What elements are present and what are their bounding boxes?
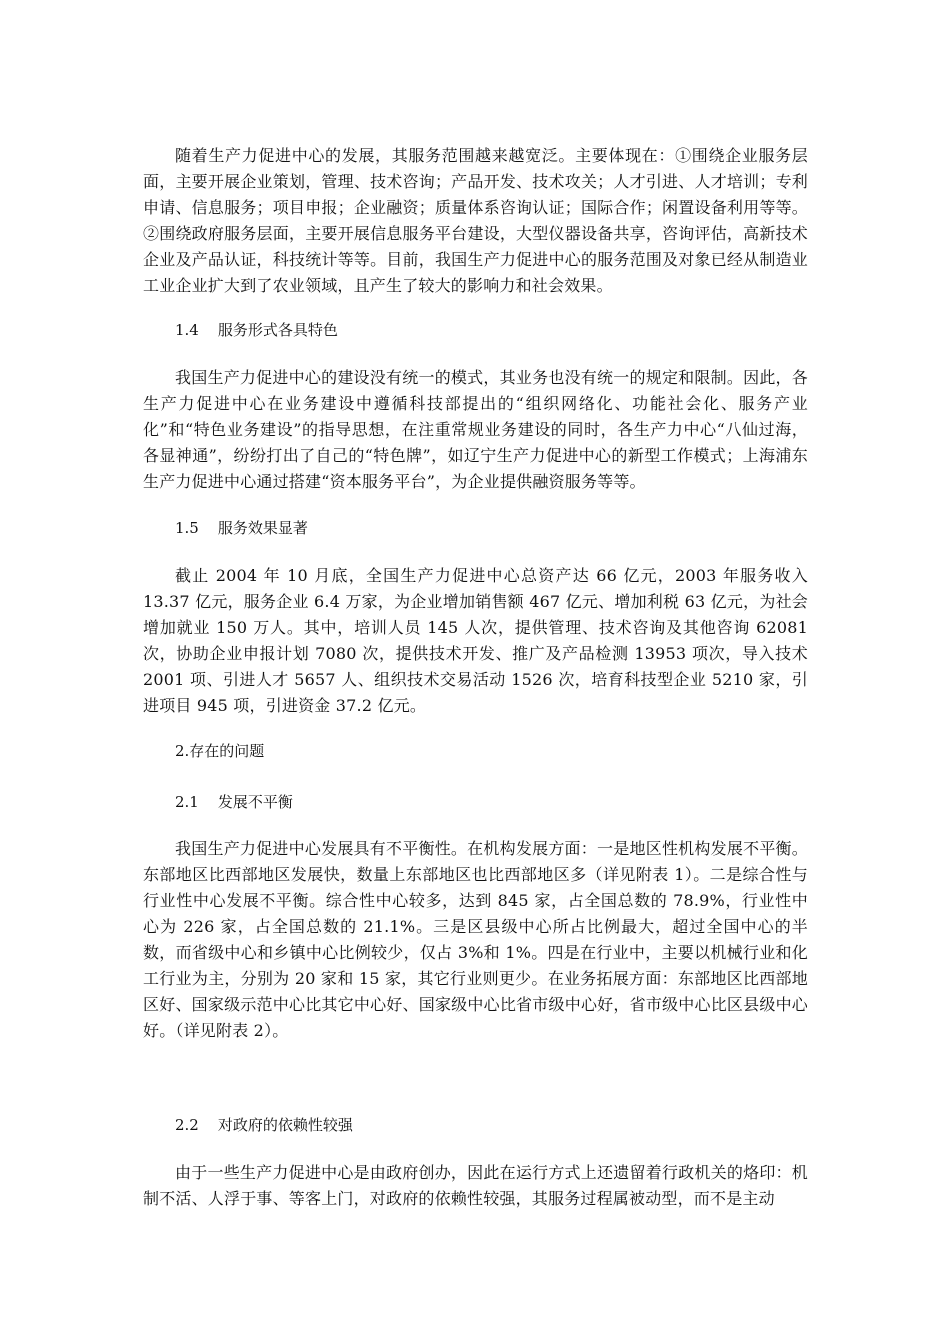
heading-1-5: 1.5 服务效果显著 (175, 519, 308, 537)
heading-1-4: 1.4 服务形式各具特色 (175, 321, 338, 339)
paragraph-imbalance: 我国生产力促进中心发展具有不平衡性。在机构发展方面：一是地区性机构发展不平衡。东部地区比西部地区发展快，数量上东部地区也比西部地区多（详见附表 1）。二是综合性与行业性中心发展不平衡。综合性中心较多，达到 845 家，占全国总数的 78.9%，行业性中心为 226 家，占全国总数的 21.1%。三是区县级中心所占比例最大，超过全国中心的半数，而省级中心和乡镇中心比例较少，仅占 3%和 1%。四是在行业中，主要以机械行业和化工行业为主，分别为 20 家和 15 家，其它行业则更少。在业务拓展方面：东部地区比西部地区好、国家级示范中心比其它中心好、国家级中心比省市级中心好，省市级中心比区县级中心好。（详见附表 2）。 (143, 839, 808, 1040)
paragraph-service-scope: 随着生产力促进中心的发展，其服务范围越来越宽泛。主要体现在：①围绕企业服务层面，主要开展企业策划，管理、技术咨询；产品开发、技术攻关；人才引进、人才培训；专利申请、信息服务；项目申报；企业融资；质量体系咨询认证；国际合作；闲置设备利用等等。②围绕政府服务层面，主要开展信息服务平台建设，大型仪器设备共享，咨询评估，高新技术企业及产品认证，科技统计等等。目前，我国生产力促进中心的服务范围及对象已经从制造业工业企业扩大到了农业领域，且产生了较大的影响力和社会效果。 (143, 146, 808, 295)
heading-2: 2.存在的问题 (175, 742, 265, 760)
paragraph-service-forms: 我国生产力促进中心的建设没有统一的模式，其业务也没有统一的规定和限制。因此，各生产力促进中心在业务建设中遵循科技部提出的“组织网络化、功能社会化、服务产业化”和“特色业务建设”的指导思想，在注重常规业务建设的同时，各生产力中心“八仙过海，各显神通”，纷纷打出了自己的“特色牌”，如辽宁生产力促进中心的新型工作模式；上海浦东生产力促进中心通过搭建“资本服务平台”，为企业提供融资服务等等。 (143, 368, 808, 491)
heading-2-1: 2.1 发展不平衡 (175, 793, 293, 811)
paragraph-government-dependence: 由于一些生产力促进中心是由政府创办，因此在运行方式上还遗留着行政机关的烙印：机制不活、人浮于事、等客上门，对政府的依赖性较强，其服务过程属被动型，而不是主动 (143, 1163, 808, 1208)
heading-2-2: 2.2 对政府的依赖性较强 (175, 1116, 353, 1134)
paragraph-service-results: 截止 2004 年 10 月底，全国生产力促进中心总资产达 66 亿元，2003 年服务收入 13.37 亿元，服务企业 6.4 万家，为企业增加销售额 467 亿元、增加利税 63 亿元，为社会增加就业 150 万人。其中，培训人员 145 人次，提供管理、技术咨询及其他咨询 62081 次，协助企业申报计划 7080 次，提供技术开发、推广及产品检测 13953 项次，导入技术 2001 项、引进人才 5657 人、组织技术交易活动 1526 次，培育科技型企业 5210 家，引进项目 945 项，引进资金 37.2 亿元。 (143, 566, 808, 715)
